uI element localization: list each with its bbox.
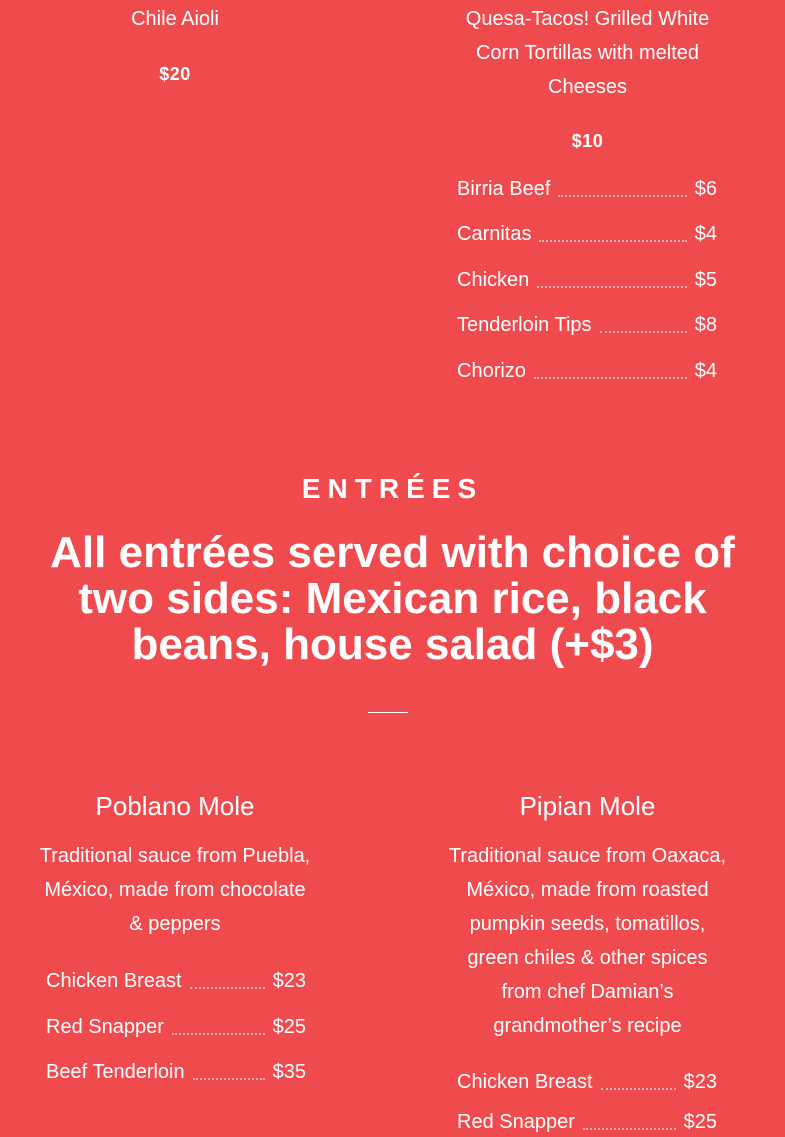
dish-description-line: México, made from roasted xyxy=(466,879,709,901)
section-headline xyxy=(0,530,785,668)
option-label: Chicken Breast xyxy=(457,1071,593,1093)
dot-leader xyxy=(534,373,687,379)
menu-item-left-top xyxy=(20,2,330,36)
dot-leader xyxy=(190,983,265,989)
option-row xyxy=(457,1068,717,1096)
option-label: Tenderloin Tips xyxy=(457,314,592,336)
option-label: Chicken Breast xyxy=(46,970,182,992)
dot-leader xyxy=(601,1084,676,1090)
dot-leader xyxy=(583,1124,676,1130)
dot-leader xyxy=(193,1074,265,1080)
option-price: $25 xyxy=(683,1111,717,1133)
option-label: Carnitas xyxy=(457,223,532,245)
item-price: $20 xyxy=(159,64,191,84)
option-price: $23 xyxy=(683,1071,717,1093)
dish-title: Pipian Mole xyxy=(519,791,656,821)
dish-description-line: México, made from chocolate xyxy=(44,879,306,901)
option-row xyxy=(46,1058,306,1086)
dish-description-line: & peppers xyxy=(129,913,221,935)
option-row xyxy=(457,357,717,385)
option-price: $4 xyxy=(694,360,717,382)
dish-description-line: grandmother’s recipe xyxy=(493,1015,682,1037)
dish-description xyxy=(420,839,755,1043)
option-price: $4 xyxy=(694,223,717,245)
option-price: $25 xyxy=(272,1016,306,1038)
item-description: Chile Aioli xyxy=(131,8,219,30)
option-price: $23 xyxy=(272,970,306,992)
dish-description-line: Traditional sauce from Oaxaca, xyxy=(448,845,727,867)
option-label: Birria Beef xyxy=(457,178,551,200)
headline-line: All entrées served with choice of xyxy=(50,528,735,577)
menu-item-right-top xyxy=(420,2,755,104)
item-description-line: Corn Tortillas with melted xyxy=(475,42,700,64)
option-label: Red Snapper xyxy=(46,1016,164,1038)
dot-leader xyxy=(537,282,686,288)
option-label: Beef Tenderloin xyxy=(46,1061,185,1083)
option-row xyxy=(457,311,717,339)
option-price: $5 xyxy=(694,269,717,291)
option-price: $35 xyxy=(272,1061,306,1083)
item-description-line: Quesa-Tacos! Grilled White xyxy=(465,8,710,30)
dish-description xyxy=(20,839,330,941)
dot-leader xyxy=(558,191,686,197)
option-price: $6 xyxy=(694,178,717,200)
option-row xyxy=(457,175,717,203)
section-title: ENTRÉES xyxy=(301,473,484,504)
option-row xyxy=(457,266,717,294)
headline-line: beans, house salad (+$3) xyxy=(131,620,654,669)
option-label: Chicken xyxy=(457,269,530,291)
dish-description-line: Traditional sauce from Puebla, xyxy=(39,845,311,867)
option-row xyxy=(46,967,306,995)
section-divider xyxy=(368,712,408,713)
item-description-line: Cheeses xyxy=(548,76,627,98)
dot-leader xyxy=(600,327,687,333)
headline-line: two sides: Mexican rice, black xyxy=(78,574,707,623)
option-row xyxy=(457,220,717,248)
dish-description-line: pumpkin seeds, tomatillos, xyxy=(469,913,706,935)
dish-description-line: from chef Damian’s xyxy=(501,981,674,1003)
dot-leader xyxy=(539,236,686,242)
dish-description-line: green chiles & other spices xyxy=(467,947,708,969)
option-label: Chorizo xyxy=(457,360,526,382)
dish-title: Poblano Mole xyxy=(95,791,255,821)
option-row xyxy=(457,1108,717,1136)
item-price: $10 xyxy=(571,131,604,151)
option-price: $8 xyxy=(694,314,717,336)
option-row xyxy=(46,1013,306,1041)
dot-leader xyxy=(172,1029,265,1035)
option-label: Red Snapper xyxy=(457,1111,575,1133)
